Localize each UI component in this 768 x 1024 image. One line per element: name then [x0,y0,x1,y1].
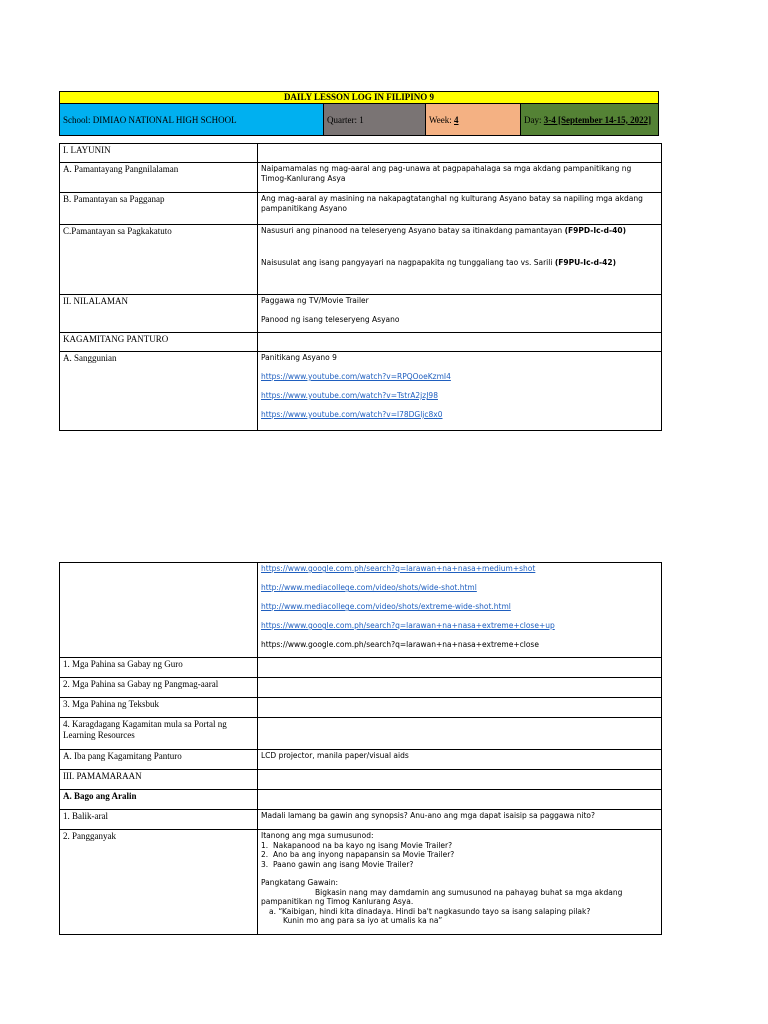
table-row [60,718,662,750]
week-label: Week: [429,114,452,125]
table-cell [258,698,662,718]
pangnilalaman-label: A. Pamantayang Pangnilalaman [60,163,258,193]
table-row [60,144,662,163]
reference-link[interactable]: https://www.youtube.com/watch?v=RPQOoeKzmI4 [261,372,451,381]
gabay-mag-aaral-label: 2. Mga Pahina sa Gabay ng Pangmag-aaral [60,678,258,698]
day-cell [521,104,658,135]
table-row [60,678,662,698]
nilalaman-text-2: Panood ng isang teleseryeng Asyano [261,315,400,324]
day-value: 3-4 [September 14-15, 2022] [543,114,652,125]
pagkakatuto-text-1: Nasusuri ang pinanood na teleseryeng Asyano batay sa itinakdang pamantayan [261,226,565,235]
reference-link[interactable]: http://www.mediacollege.com/video/shots/extreme-wide-shot.html [261,602,511,611]
reference-link[interactable]: https://www.google.com.ph/search?q=larawan+na+nasa+medium+shot [261,564,536,573]
table-row [60,830,662,935]
reference-link[interactable]: https://www.youtube.com/watch?v=l78DGljc8x0 [261,410,443,419]
table-row [60,563,662,658]
table-cell [258,790,662,810]
pagganap-text: Ang mag-aaral ay masining na nakapagtatanghal ng kulturang Asyano batay sa napiling mga akdang pampanitikang Asyano [258,193,662,225]
table-row [60,698,662,718]
balik-aral-text: Madali lamang ba gawin ang synopsis? Anu-ano ang mga dapat isaisip sa paggawa nito? [258,810,662,830]
header-info-row [60,104,658,135]
lesson-table-2 [59,562,662,935]
table-row [60,295,662,333]
table-row [60,352,662,431]
table-row [60,163,662,193]
sanggunian-label: A. Sanggunian [60,352,258,431]
pangganyak-cell [258,830,662,935]
document-title: DAILY LESSON LOG IN FILIPINO 9 [60,92,658,104]
gabay-guro-label: 1. Mga Pahina sa Gabay ng Guro [60,658,258,678]
sanggunian-book: Panitikang Asyano 9 [261,353,337,362]
nilalaman-text-1: Paggawa ng TV/Movie Trailer [261,296,369,305]
table-cell [258,333,662,352]
week-value: 4 [454,114,459,125]
table-cell [258,770,662,790]
pamamaraan-label: III. PAMAMARAAN [60,770,258,790]
reference-text: https://www.google.com.ph/search?q=larawan+na+nasa+extreme+close [261,640,539,649]
reference-link[interactable]: http://www.mediacollege.com/video/shots/wide-shot.html [261,583,477,592]
table-row [60,225,662,295]
balik-aral-label: 1. Balik-aral [60,810,258,830]
list-item: 2. Ano ba ang inyong napapansin sa Movie Trailer? [261,850,455,859]
table-cell [258,678,662,698]
table-row [60,770,662,790]
pangganyak-label: 2. Pangganyak [60,830,258,935]
lesson-table-1 [59,143,662,431]
layunin-label: I. LAYUNIN [60,144,258,163]
sanggunian-cell [258,352,662,431]
kagamitan-label: KAGAMITANG PANTURO [60,333,258,352]
list-item: 1. Nakapanood na ba kayo ng isang Movie Trailer? [261,840,453,850]
week-cell [426,104,521,135]
table-row [60,750,662,770]
portal-label: 4. Karagdagang Kagamitan mula sa Portal ng Learning Resources [60,718,258,750]
iba-label: A. Iba pang Kagamitang Panturo [60,750,258,770]
lesson-log-header [59,91,659,136]
table-cell [258,658,662,678]
gawain-text: Bigkasin nang may damdamin ang sumusunod na pahayag buhat sa mga akdang [315,887,623,897]
pangnilalaman-text: Naipamamalas ng mag-aaral ang pag-unawa at pagpapahalaga sa mga akdang pampanitikang ng Timog-Kanlurang Asya [258,163,662,193]
links-cell [258,563,662,658]
pagkakatuto-text-2: Naisusulat ang isang pangyayari na nagpapakita ng tunggaliang tao vs. Sarili [261,258,555,267]
day-label: Day: [524,114,542,125]
item-a-line-1: a. “Kaibigan, hindi kita dinadaya. Hindi ba't nagkasundo tayo sa isang salaping pilak? [269,906,591,916]
pagganap-label: B. Pamantayan sa Pagganap [60,193,258,225]
item-a-line-2: Kunin mo ang para sa iyo at umalis ka na” [283,916,443,925]
nilalaman-cell [258,295,662,333]
table-cell [258,144,662,163]
table-row [60,193,662,225]
reference-link[interactable]: https://www.google.com.ph/search?q=larawan+na+nasa+extreme+close+up [261,621,555,630]
pagkakatuto-code-1: (F9PD-Ic-d-40) [564,226,627,235]
table-row [60,810,662,830]
table-row [60,333,662,352]
table-cell [258,718,662,750]
iba-text: LCD projector, manila paper/visual aids [258,750,662,770]
table-row [60,790,662,810]
reference-link[interactable]: https://www.youtube.com/watch?v=TstrA2jzJ98 [261,391,438,400]
pagkakatuto-label: C.Pamantayan sa Pagkakatuto [60,225,258,295]
pagkakatuto-cell [258,225,662,295]
pangganyak-intro: Itanong ang mga sumusunod: [261,831,374,840]
pagkakatuto-code-2: (F9PU-Ic-d-42) [554,258,616,267]
bago-label: A. Bago ang Aralin [60,790,258,810]
table-row [60,658,662,678]
gawain-text-2: pampanitikan ng Timog Kanlurang Asya. [261,897,414,906]
gawain-label: Pangkatang Gawain: [261,878,339,887]
nilalaman-label: II. NILALAMAN [60,295,258,333]
school-cell: School: DIMIAO NATIONAL HIGH SCHOOL [60,104,324,135]
list-item: 3. Paano gawin ang isang Movie Trailer? [261,859,414,869]
quarter-cell: Quarter: 1 [324,104,426,135]
table-cell [60,563,258,658]
teksbuk-label: 3. Mga Pahina ng Teksbuk [60,698,258,718]
